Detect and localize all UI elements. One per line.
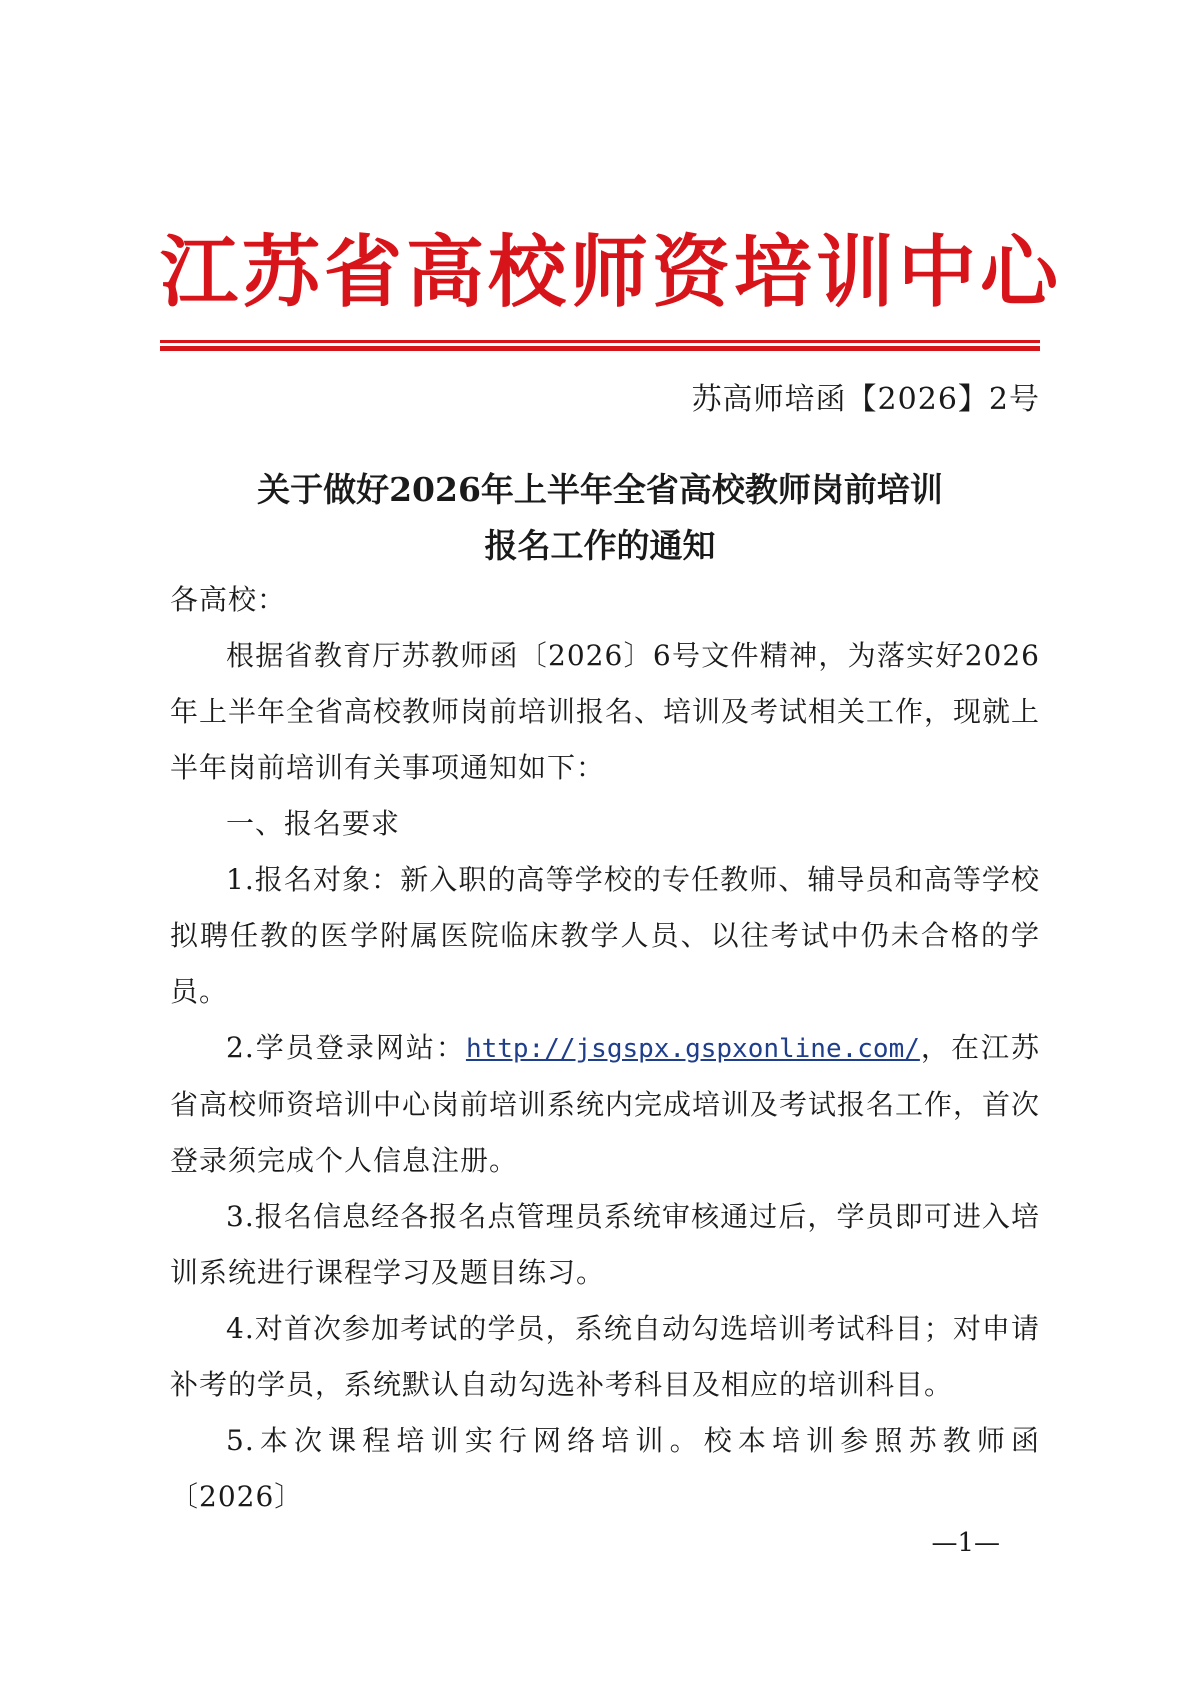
page-number: —1—	[931, 1528, 1000, 1558]
intro-paragraph: 根据省教育厅苏教师函〔2026〕6号文件精神，为落实好2026年上半年全省高校教师岗前培训报名、培训及考试相关工作，现就上半年岗前培训有关事项通知如下：	[170, 639, 1041, 784]
section-heading-1: 一、报名要求	[226, 807, 401, 840]
document-title	[160, 462, 1040, 574]
item-2-paragraph	[170, 1020, 1040, 1189]
letterhead-rule-thin	[160, 340, 1040, 343]
document-title-line-1: 关于做好2026年上半年全省高校教师岗前培训	[257, 470, 943, 509]
registration-website-link[interactable]: http://jsgspx.gspxonline.com/	[465, 1034, 920, 1064]
item-2-suffix: ，在江苏省高校师资培训中心岗前培训系统内完成培训及考试报名工作，首次登录须完成个人信息注册。	[170, 1031, 1041, 1177]
document-body	[170, 572, 1040, 1525]
item-3-paragraph: 3.报名信息经各报名点管理员系统审核通过后，学员即可进入培训系统进行课程学习及题目练习。	[170, 1200, 1040, 1289]
document-title-line-2: 报名工作的通知	[484, 526, 716, 565]
letterhead-rule-thick	[160, 346, 1040, 351]
item-2-prefix: 2.学员登录网站：	[226, 1031, 466, 1064]
letterhead-org-name: 江苏省高校师资培训中心	[160, 227, 1063, 318]
item-4-paragraph: 4.对首次参加考试的学员，系统自动勾选培训考试科目；对申请补考的学员，系统默认自动勾选补考科目及相应的培训科目。	[170, 1312, 1040, 1401]
item-5-paragraph: 5.本次课程培训实行网络培训。校本培训参照苏教师函〔2026〕	[170, 1424, 1040, 1513]
item-1-paragraph: 1.报名对象：新入职的高等学校的专任教师、辅导员和高等学校拟聘任教的医学附属医院临床教学人员、以往考试中仍未合格的学员。	[170, 863, 1040, 1008]
salutation: 各高校：	[170, 583, 287, 616]
document-number: 苏高师培函【2026】2号	[691, 382, 1040, 417]
